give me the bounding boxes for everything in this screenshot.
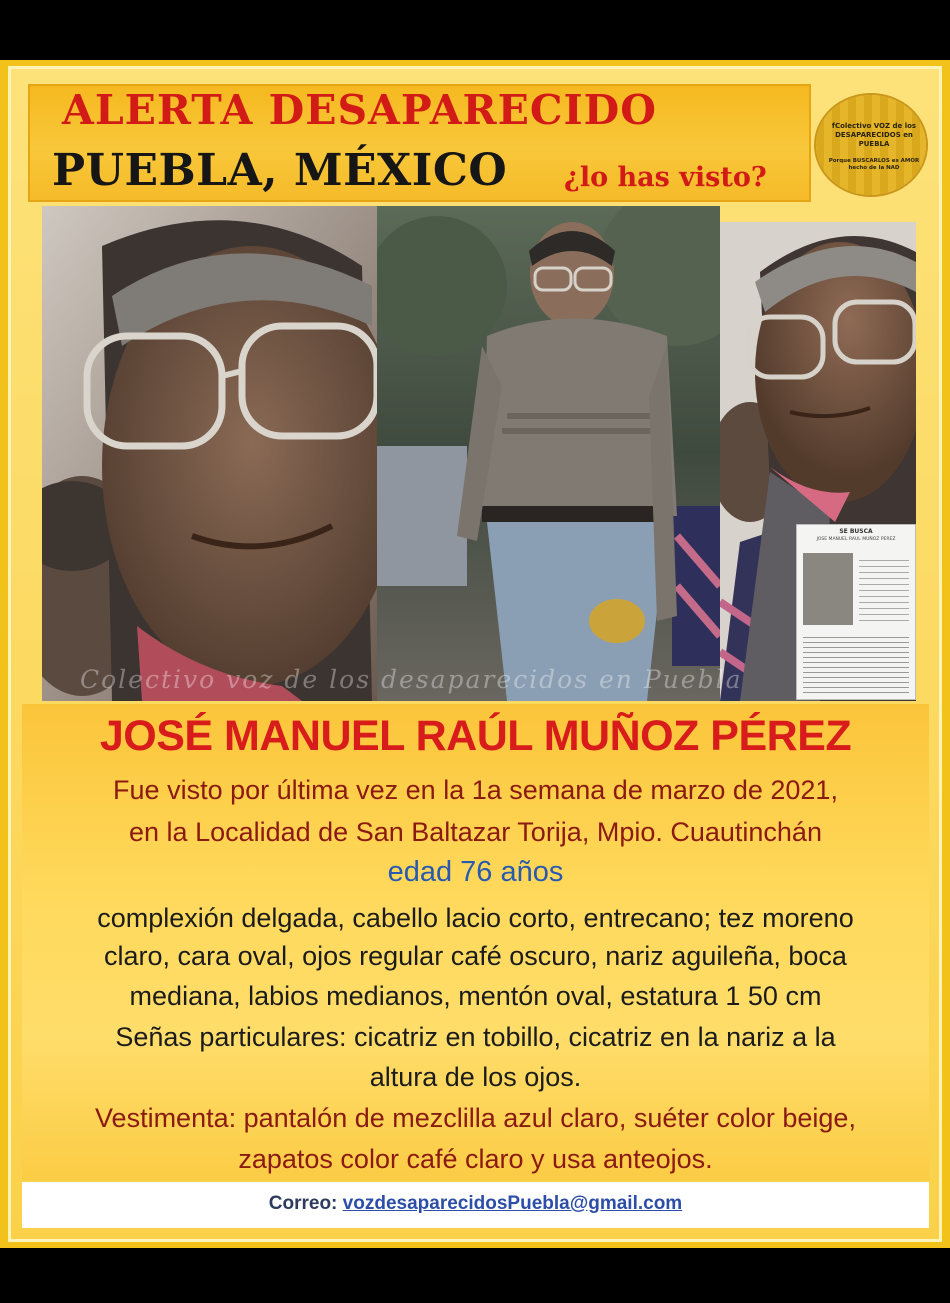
question-text: ¿lo has visto? (564, 162, 767, 193)
contact-line (22, 1193, 929, 1215)
last-seen-location: en la Localidad de San Baltazar Torija, Mpio. Cuautinchán (129, 817, 822, 847)
inset-title: SE BUSCA (839, 528, 873, 535)
description-line-1: complexión delgada, cabello lacio corto, entrecano; tez moreno (97, 903, 854, 933)
facebook-icon: f (831, 122, 835, 130)
photo-full-body-middle (377, 206, 720, 701)
person-name: JOSÉ MANUEL RAÚL MUÑOZ PÉREZ (99, 712, 852, 760)
distinguishing-marks-line-2: altura de los ojos. (369, 1062, 582, 1092)
inset-name: JOSE MANUEL RAUL MUÑOZ PEREZ (816, 537, 896, 542)
logo-tagline: Porque BUSCARLOS es AMOR hecho de la NAD (828, 158, 920, 171)
email-link[interactable]: vozdesaparecidosPuebla@gmail.com (342, 1193, 683, 1214)
location-title: PUEBLA, MÉXICO (52, 145, 508, 196)
alert-title: ALERTA DESAPARECIDO (62, 86, 657, 134)
photo-closeup-left (42, 206, 377, 701)
contact-label: Correo: (268, 1193, 343, 1214)
last-seen-date: Fue visto por última vez en la 1a semana de marzo de 2021, (113, 775, 838, 805)
logo-text (822, 122, 926, 149)
inset-details (859, 555, 909, 625)
inset-photo (803, 553, 853, 625)
description-line-2: claro, cara oval, ojos regular café oscuro, nariz aguileña, boca (104, 941, 847, 971)
distinguishing-marks-line-1: Señas particulares: cicatriz en tobillo, cicatriz en la nariz a la (115, 1022, 836, 1052)
clothing-line-1: Vestimenta: pantalón de mezclilla azul claro, suéter color beige, (95, 1103, 856, 1133)
clothing-line-2: zapatos color café claro y usa anteojos. (238, 1144, 713, 1174)
description-line-3: mediana, labios medianos, mentón oval, estatura 1 50 cm (129, 981, 822, 1011)
logo-line-1: Colectivo VOZ de los DESAPARECIDOS en PUEBLA (834, 122, 917, 148)
person-age: edad 76 años (387, 856, 564, 888)
photo-watermark: Colectivo voz de los desaparecidos en Puebla (80, 665, 743, 694)
